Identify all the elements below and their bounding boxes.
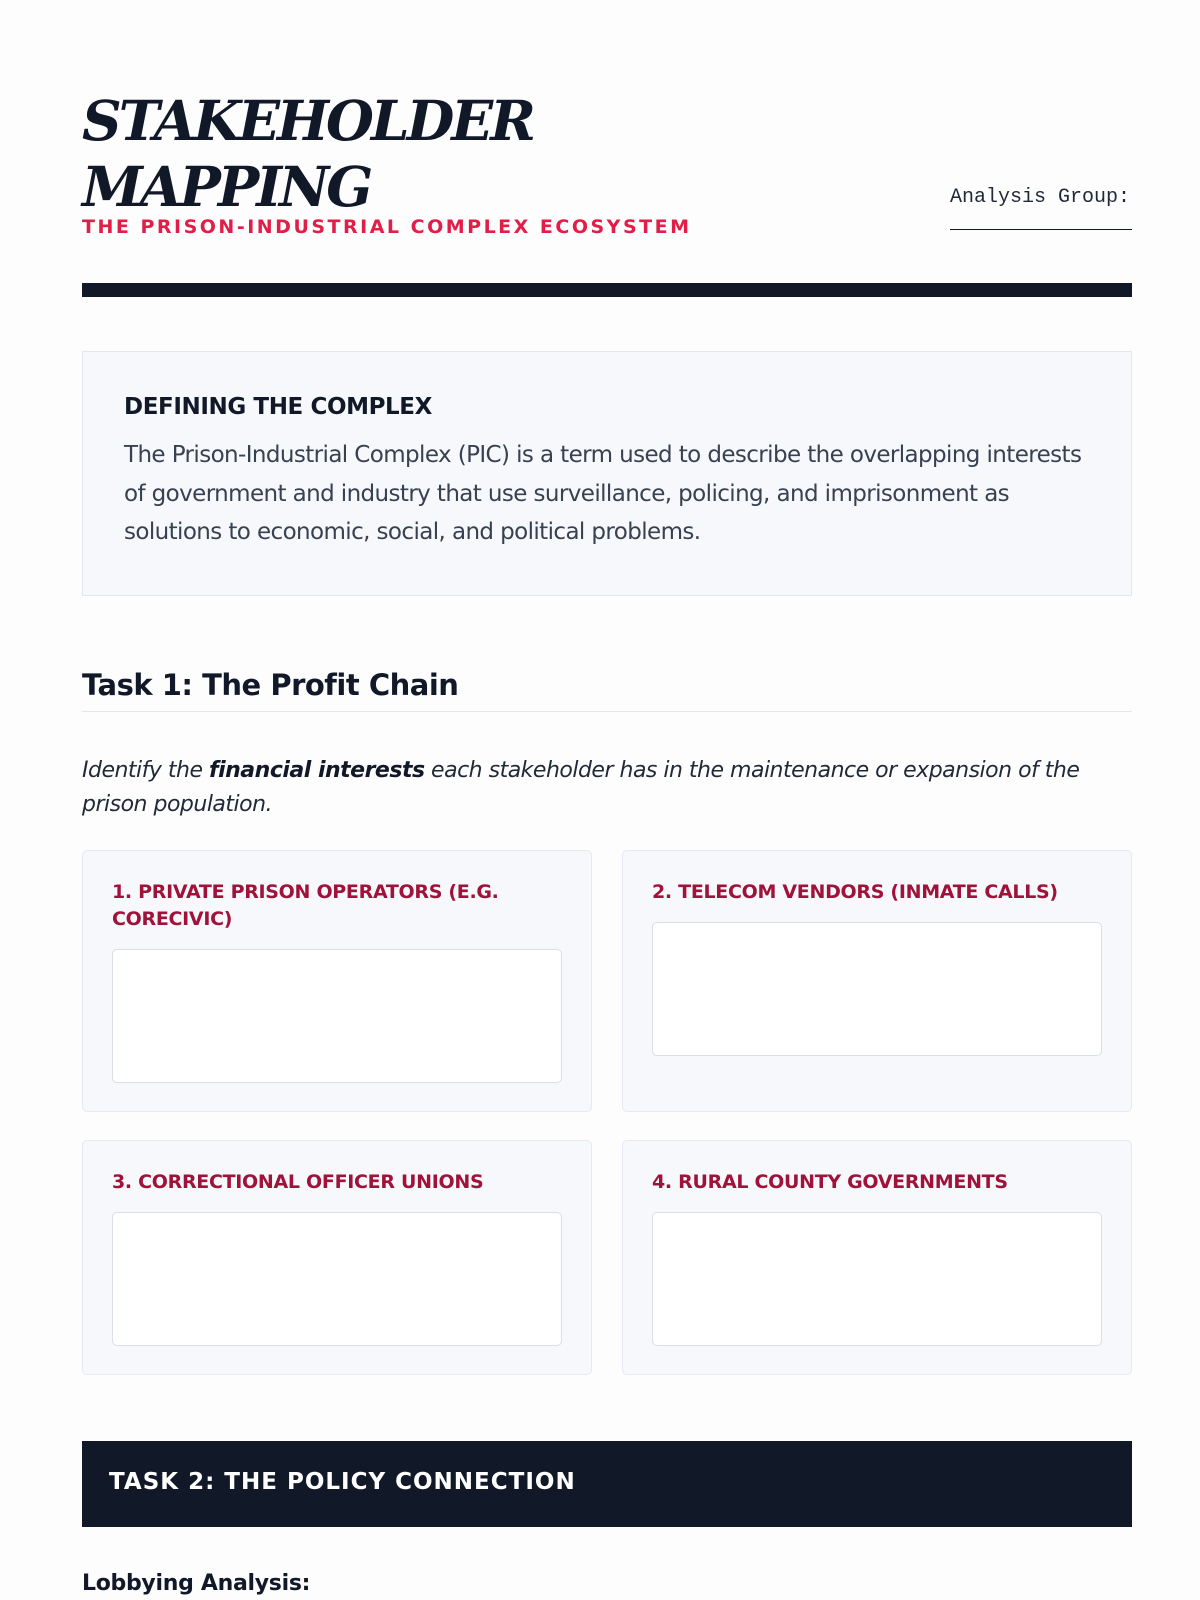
stakeholder-card-private-prisons bbox=[82, 850, 592, 1112]
stakeholder-label: 2. TELECOM VENDORS (INMATE CALLS) bbox=[652, 881, 1058, 903]
task1-instruction bbox=[82, 754, 1132, 822]
stakeholder-answer-field[interactable] bbox=[112, 1212, 562, 1346]
instruction-emphasis: financial interests bbox=[209, 758, 425, 783]
analysis-group-blank[interactable] bbox=[950, 229, 1132, 230]
page-title bbox=[82, 88, 702, 220]
definition-text: The Prison-Industrial Complex (PIC) is a term used to describe the overlapping interests of government and industry that use surveillance, policing, and imprisonment as solutions to economic, social, and political problems. bbox=[124, 442, 1082, 545]
analysis-group bbox=[950, 186, 1132, 230]
task1-title: Task 1: The Profit Chain bbox=[82, 668, 459, 702]
stakeholder-card-county-governments bbox=[622, 1140, 1132, 1375]
stakeholder-card-telecom-vendors bbox=[622, 850, 1132, 1112]
stakeholder-answer-field[interactable] bbox=[112, 949, 562, 1083]
stakeholder-label: 1. PRIVATE PRISON OPERATORS (E.G. CORECIVIC) bbox=[112, 881, 499, 930]
stakeholder-card-officer-unions bbox=[82, 1140, 592, 1375]
title-line-2: MAPPING bbox=[82, 154, 371, 219]
header-divider bbox=[82, 283, 1132, 297]
definition-box bbox=[82, 351, 1132, 596]
header bbox=[82, 88, 1132, 293]
worksheet-page bbox=[82, 0, 1132, 1600]
analysis-group-label: Analysis Group: bbox=[950, 186, 1131, 209]
task1-divider bbox=[82, 711, 1132, 712]
stakeholder-answer-field[interactable] bbox=[652, 1212, 1102, 1346]
stakeholder-label: 4. RURAL COUNTY GOVERNMENTS bbox=[652, 1171, 1008, 1193]
task2-title: TASK 2: THE POLICY CONNECTION bbox=[109, 1469, 576, 1495]
lobbying-analysis-label: Lobbying Analysis: bbox=[82, 1571, 311, 1596]
title-line-1: STAKEHOLDER bbox=[82, 88, 533, 153]
instruction-text-post: each stakeholder has in the maintenance or expansion of the prison population. bbox=[82, 758, 1080, 817]
stakeholder-answer-field[interactable] bbox=[652, 922, 1102, 1056]
definition-heading: DEFINING THE COMPLEX bbox=[124, 394, 432, 420]
page-subtitle: THE PRISON-INDUSTRIAL COMPLEX ECOSYSTEM bbox=[82, 216, 692, 238]
stakeholder-label: 3. CORRECTIONAL OFFICER UNIONS bbox=[112, 1171, 484, 1193]
task2-header-bar bbox=[82, 1441, 1132, 1527]
instruction-text-pre: Identify the bbox=[82, 758, 210, 783]
